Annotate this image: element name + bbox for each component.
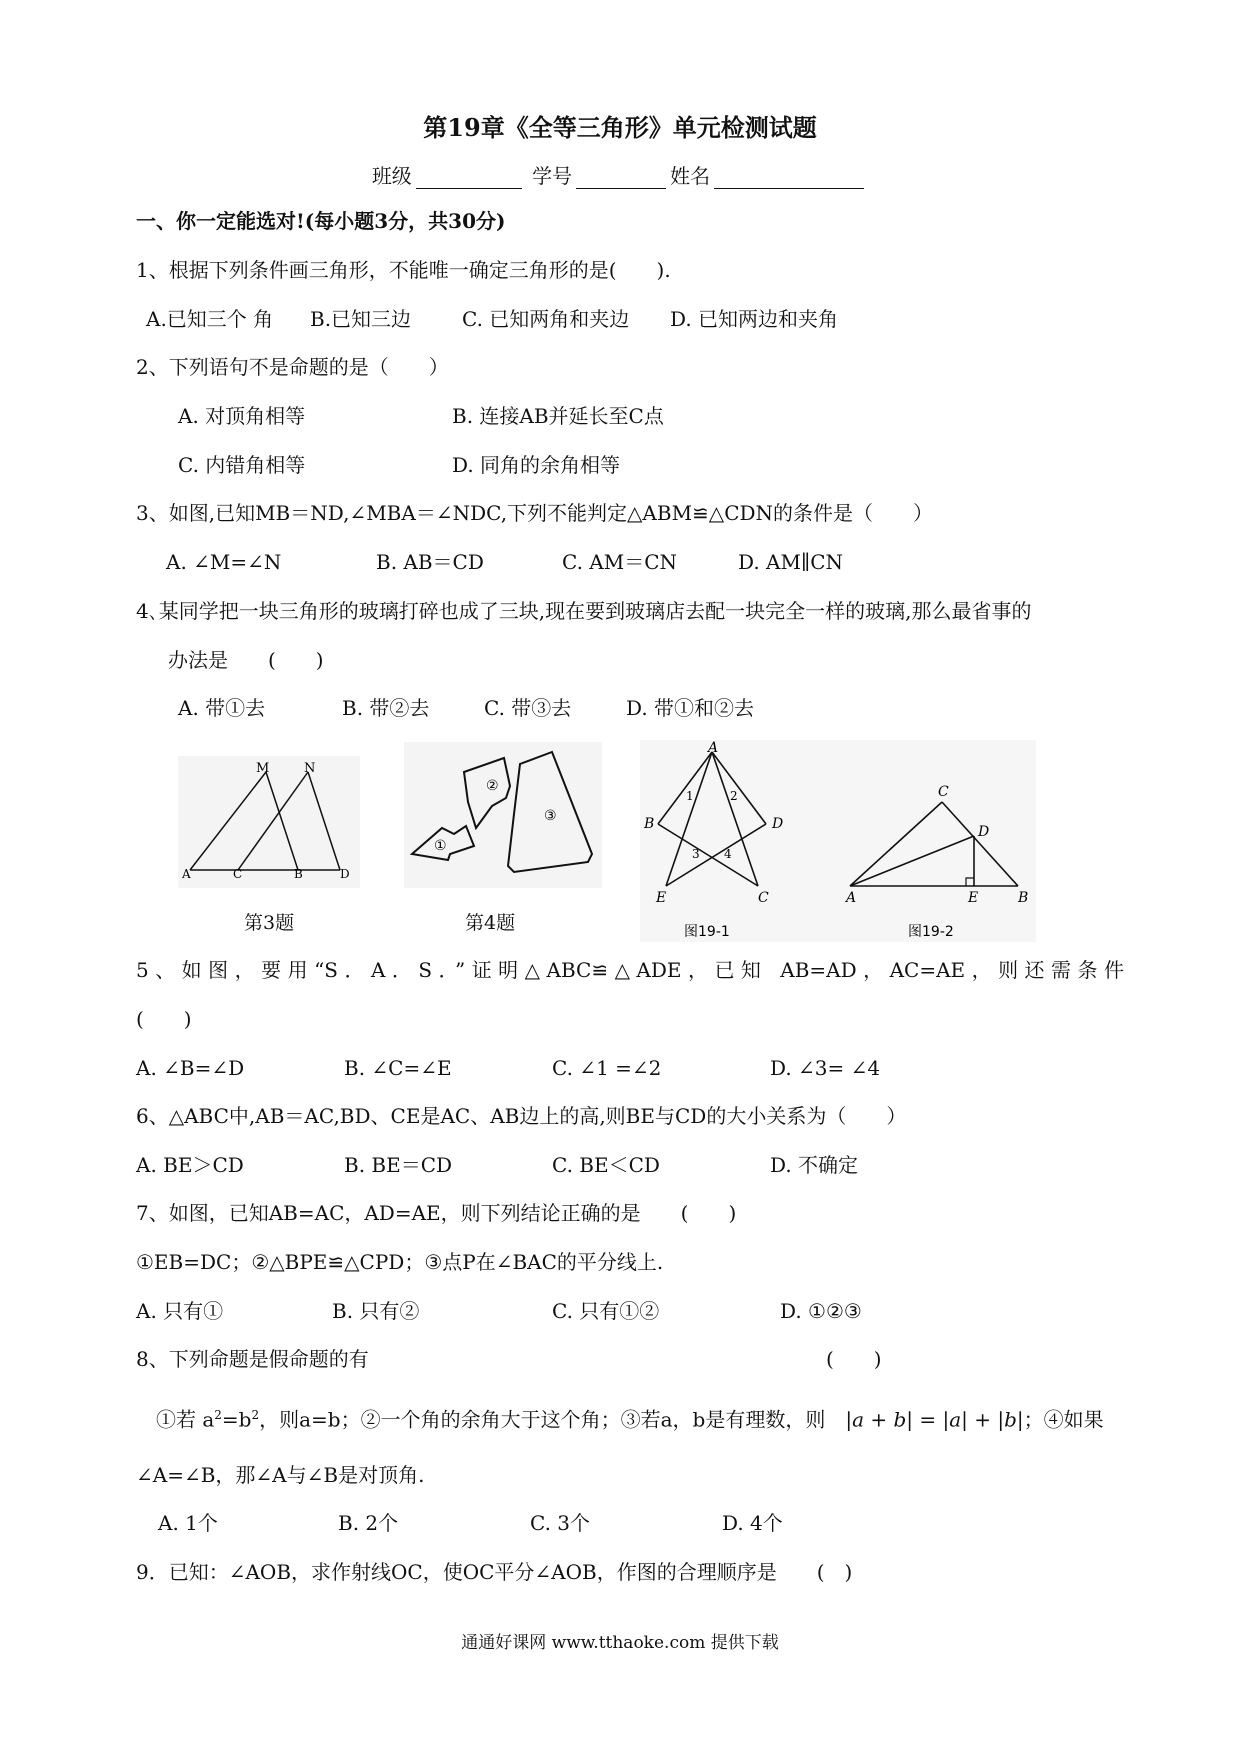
question-6-stem: 6、△ABC中,AB＝AC,BD、CE是AC、AB边上的高,则BE与CD的大小关系为（ ） [136,1104,907,1128]
question-2-stem: 2、下列语句不是命题的是（ ） [136,355,449,379]
q8-option-b: B. 2个 [338,1511,399,1535]
question-1-stem: 1、根据下列条件画三角形，不能唯一确定三角形的是( ). [136,258,671,282]
fig19-2-label-a: A [846,890,857,906]
q1-option-a: A.已知三个 角 [146,307,274,331]
fig19-2-label-b: B [1018,890,1029,906]
q6-option-a: A. BE＞CD [136,1153,244,1177]
q2-option-a: A. 对顶角相等 [178,404,306,428]
q5-option-d: D. ∠3= ∠4 [770,1056,881,1080]
q8-absolute-value-formula: |a + b| = |a| + |b| [845,1407,1024,1432]
question-8-statement-1 [156,1402,1104,1433]
question-5-stem-line1: 5、如图，要用“S．A．S．”证明△ABC≌△ADE，已知 AB=AD，AC=AE，则还需条件 [136,958,1124,982]
q7-option-c: C. 只有①② [552,1299,660,1323]
fig4-piece-3: ③ [544,808,557,824]
question-3-stem: 3、如图,已知MB＝ND,∠MBA＝∠NDC,下列不能判定△ABM≌△CDN的条件是（ ） [136,501,934,525]
figure-q4-caption: 第4题 [465,912,516,934]
fig19-2-label-e: E [968,890,979,906]
question-7-stem: 7、如图，已知AB=AC，AD=AE，则下列结论正确的是 ( ) [136,1201,737,1225]
fig19-1-caption: 图19-1 [684,924,730,940]
q8-option-c: C. 3个 [530,1511,591,1535]
q3-option-c: C. AM＝CN [562,550,678,574]
question-9-stem: 9．已知：∠AOB，求作射线OC，使OC平分∠AOB，作图的合理顺序是 ( ) [136,1560,853,1584]
question-8-answer-paren: ( ) [826,1347,882,1371]
q5-option-c: C. ∠1 =∠2 [552,1056,662,1080]
q8-option-d: D. 4个 [722,1511,783,1535]
fig19-1-label-c: C [758,890,769,906]
fig19-1-label-2: 2 [730,789,738,803]
fig19-1-label-d: D [772,816,784,832]
fig4-piece-1: ① [434,838,447,854]
q8-s1-end: ；④如果 [1023,1407,1104,1432]
student-info-line [0,160,1240,189]
q5-option-a: A. ∠B=∠D [136,1056,245,1080]
figure-q3 [178,756,360,888]
q4-option-d: D. 带①和②去 [626,696,755,720]
q1-option-b: B.已知三边 [310,307,412,331]
section-heading: 一、你一定能选对!(每小题3分，共30分) [136,209,506,233]
q2-option-c: C. 内错角相等 [178,453,306,477]
q8-s1-sup-b: 2 [251,1408,260,1422]
q7-option-a: A. 只有① [136,1299,224,1323]
question-4-stem-line2: 办法是 ( ) [168,648,324,672]
fig19-2-caption: 图19-2 [908,924,954,940]
q4-option-c: C. 带③去 [484,696,572,720]
name-label: 姓名 [670,164,711,188]
fig19-1-label-b: B [644,816,655,832]
q1-option-c: C. 已知两角和夹边 [462,307,630,331]
q2-option-b: B. 连接AB并延长至C点 [452,404,664,428]
fig3-label-a: A [182,867,191,881]
q8-s1-sup-a: 2 [214,1408,222,1422]
question-8-stem: 8、下列命题是假命题的有 [136,1347,369,1371]
fig3-label-d: D [340,867,350,881]
id-label: 学号 [532,164,573,188]
q4-option-b: B. 带②去 [342,696,430,720]
fig4-piece-2: ② [486,778,499,794]
q2-option-d: D. 同角的余角相等 [452,453,621,477]
q7-option-b: B. 只有② [332,1299,420,1323]
page-title: 第19章《全等三角形》单元检测试题 [423,113,817,142]
question-4-stem-line1: 4､某同学把一块三角形的玻璃打碎也成了三块,现在要到玻璃店去配一块完全一样的玻璃,那么最省事的 [136,599,1032,623]
q8-s1-pre: ①若 a [156,1407,215,1432]
fig3-label-c: C [233,867,243,881]
fig19-1-label-4: 4 [724,847,732,861]
question-7-statements: ①EB=DC；②△BPE≌△CPD；③点P在∠BAC的平分线上. [136,1250,664,1274]
q6-option-b: B. BE＝CD [344,1153,453,1177]
class-blank [416,166,522,189]
fig19-1-label-1: 1 [686,789,694,803]
q6-option-d: D. 不确定 [770,1153,859,1177]
q7-option-d: D. ①②③ [780,1299,862,1323]
figure-19-group [640,740,1036,942]
fig19-1-label-e: E [656,890,667,906]
question-8-statement-2: ∠A=∠B，那∠A与∠B是对顶角. [136,1463,425,1487]
page-footer: 通通好课网 www.tthaoke.com 提供下载 [461,1633,779,1653]
fig19-2-label-d: D [978,824,990,840]
q3-option-d: D. AM∥CN [738,550,843,574]
question-5-stem-line2: ( ) [136,1007,192,1031]
q3-option-b: B. AB＝CD [376,550,484,574]
figure-q3-caption: 第3题 [244,912,295,934]
figure-q4 [404,742,602,888]
fig19-2-label-c: C [938,784,949,800]
id-blank [576,166,666,189]
fig3-label-m: M [256,761,270,776]
q3-option-a: A. ∠M=∠N [166,550,282,574]
fig3-label-n: N [304,761,316,776]
fig19-1-label-a: A [708,740,719,756]
q8-option-a: A. 1个 [158,1511,218,1535]
q4-option-a: A. 带①去 [178,696,266,720]
q1-option-d: D. 已知两边和夹角 [670,307,839,331]
q8-s1-mid: =b [221,1407,252,1432]
fig19-1-label-3: 3 [692,847,700,861]
class-label: 班级 [371,164,412,188]
name-blank [714,166,864,189]
q6-option-c: C. BE＜CD [552,1153,660,1177]
q8-s1-post: ，则a=b；②一个角的余角大于这个角；③若a，b是有理数，则 [259,1407,826,1432]
fig3-label-b: B [294,867,303,881]
q5-option-b: B. ∠C=∠E [344,1056,452,1080]
